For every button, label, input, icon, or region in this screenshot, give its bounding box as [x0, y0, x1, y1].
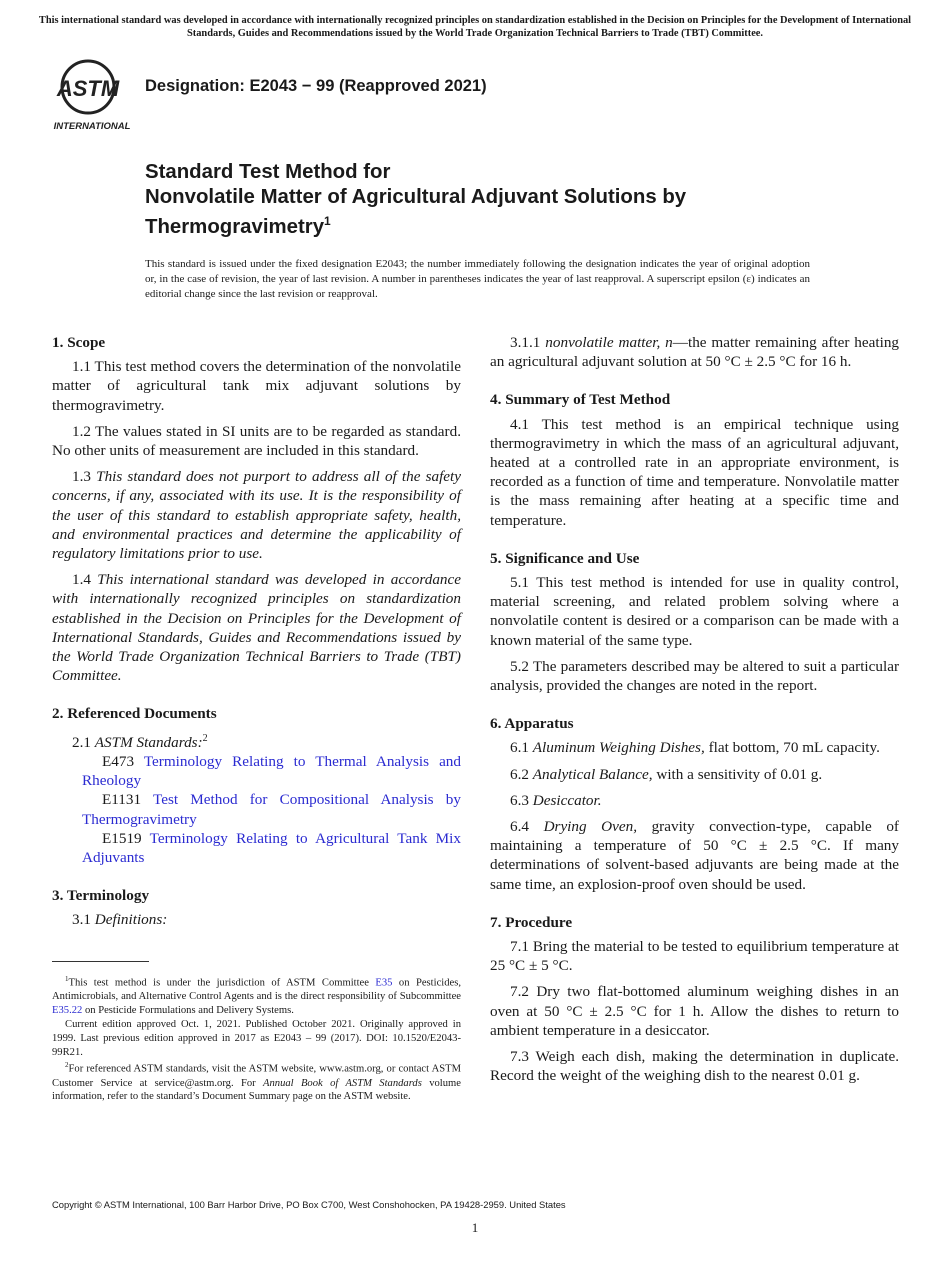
- para-1-3: 1.3 This standard does not purport to address all of the safety concerns, if any, associated with its use. It is the responsibility of the user of this standard to establish appropriate safety, health, and environmental practices and determine the applicability of regulatory limitations prior to use.: [52, 468, 462, 563]
- para-7-1: 7.1 Bring the material to be tested to equilibrium temperature at 25 °C ± 5 °C.: [490, 938, 899, 975]
- committee-e35-link[interactable]: E35: [375, 977, 393, 989]
- designation: Designation: E2043 − 99 (Reapproved 2021): [145, 77, 487, 95]
- left-column: [52, 333, 461, 930]
- ref-e1519[interactable]: E1519 Terminology Relating to Agricultural Tank Mix Adjuvants: [82, 829, 461, 866]
- title-footnote-mark: 1: [324, 214, 331, 228]
- para-5-2: 5.2 The parameters described may be altered to suit a particular analysis, provided the changes are noted in the report.: [490, 657, 899, 695]
- astm-logo: [50, 55, 140, 135]
- para-1-4: 1.4 This international standard was developed in accordance with internationally recognized principles on standardization established in the Decision on Principles for the Development of International Standards, Guides and Recommendations issued by the World Trade Organization Technical Barriers to Trade (TBT) Committee.: [52, 571, 462, 685]
- para-6-2: 6.2 Analytical Balance, with a sensitivity of 0.01 g.: [510, 765, 823, 783]
- para-6-1: 6.1 Aluminum Weighing Dishes, flat bottom, 70 mL capacity.: [510, 739, 880, 757]
- international-standard-notice: This international standard was developed in accordance with internationally recognized principles on standardization established in the Decision on Principles for the Development of International Standards, Guides and Recommendations issued by the World Trade Organization Technical Barriers to Trade (TBT) Committee.: [38, 15, 912, 39]
- footnote-1: $^1$This test method is under the jurisdiction of ASTM Committee E35 on Pesticides, Antimicrobials, and Alternative Control Agents and is the direct responsibility of Subcommittee E35.22 on Pesticide Formulations and Delivery Systems.: [52, 975, 461, 1017]
- issuance-statement: This standard is issued under the fixed designation E2043; the number immediately following the designation indicates the year of original adoption or, in the case of revision, the year of last revision. A number in parentheses indicates the year of last reapproval. A superscript epsilon (ε) indicates an editorial change since the last revision or reapproval.: [145, 258, 810, 301]
- section-5-heading: 5. Significance and Use: [490, 549, 640, 567]
- svg-text:INTERNATIONAL: INTERNATIONAL: [53, 121, 131, 132]
- section-4-heading: 4. Summary of Test Method: [490, 391, 671, 409]
- ref-e1131[interactable]: E1131 Test Method for Compositional Analysis by Thermogravimetry: [82, 791, 461, 828]
- para-3-1-1: 3.1.1 nonvolatile matter, n—the matter remaining after heating an agricultural adjuvant solution at 50 °C ± 2.5 °C for 16 h.: [490, 334, 900, 371]
- title-line-2: Nonvolatile Matter of Agricultural Adjuvant Solutions by: [145, 185, 687, 208]
- section-6-heading: 6. Apparatus: [490, 715, 574, 733]
- footnote-2: $^2$For referenced ASTM standards, visit the ASTM website, www.astm.org, or contact ASTM Customer Service at service@astm.org. For Annual Book of ASTM Standards volume information, refer to the standard’s Document Summary page on the ASTM website.: [52, 1061, 461, 1103]
- document-title: [145, 160, 845, 239]
- para-1-1: 1.1 This test method covers the determination of the nonvolatile matter of agricultural tank mix adjuvant solutions by thermogravimetry.: [52, 358, 461, 414]
- footnote-1-edition: Current edition approved Oct. 1, 2021. Published October 2021. Originally approved in 1999. Last previous edition approved in 2017 as E2043 – 99 (2017). DOI: 10.1520/E2043-99R21.: [52, 1018, 461, 1058]
- section-1-heading: 1. Scope: [52, 334, 106, 351]
- title-line-1: Standard Test Method for: [145, 161, 391, 183]
- section-3-heading: 3. Terminology: [52, 887, 150, 905]
- title-line-3: Thermogravimetry: [145, 215, 325, 238]
- para-1-2: 1.2 The values stated in SI units are to be regarded as standard. No other units of measurement are included in this standard.: [52, 422, 461, 460]
- footnotes: [52, 973, 461, 1104]
- right-column: [490, 333, 899, 1086]
- page-number: 1: [471, 1220, 479, 1235]
- subcommittee-e35-22-link[interactable]: E35.22: [52, 1005, 83, 1017]
- para-7-3: 7.3 Weigh each dish, making the determination in duplicate. Record the weight of the weighing dish to the nearest 0.01 g.: [490, 1048, 899, 1085]
- para-4-1: 4.1 This test method is an empirical technique using thermogravimetry in which the mass of an agricultural adjuvant, heated at a controlled rate in an appropriate environment, is recorded as a function of time and temperature. Nonvolatile matter is the mass remaining after heating at a specific time and temperature.: [490, 415, 899, 529]
- footnote-rule: [52, 961, 149, 962]
- ref-e473[interactable]: E473 Terminology Relating to Thermal Analysis and Rheology: [82, 752, 461, 790]
- para-6-4: 6.4 Drying Oven, gravity convection-type, capable of maintaining a temperature of 50 °C ± 2.5 °C. If many determinations of solvent-based adjuvants are being made at the same time, an explosion-proof oven should be used.: [490, 818, 899, 893]
- para-5-1: 5.1 This test method is intended for use in quality control, material screening, and related problem solving where a nonvolatile content is desired or a comparison can be made with a known material of the same type.: [490, 574, 899, 649]
- para-6-3: 6.3 Desiccator.: [510, 791, 602, 809]
- ref-e1131-link[interactable]: Test Method for Compositional Analysis by Thermogravimetry: [82, 791, 461, 828]
- para-3-1: 3.1 Definitions:: [72, 911, 168, 929]
- para-7-2: 7.2 Dry two flat-bottomed aluminum weighing dishes in an oven at 50 °C ± 2.5 °C for 1 h. Allow the dishes to return to ambient temperature in a desiccator.: [490, 983, 899, 1039]
- section-2-heading: 2. Referenced Documents: [52, 705, 217, 723]
- ref-e473-link[interactable]: Terminology Relating to Thermal Analysis and Rheology: [82, 752, 461, 790]
- para-2-1: 2.1 ASTM Standards:$^2$: [72, 732, 208, 751]
- svg-text:ASTM: ASTM: [56, 76, 120, 101]
- copyright-notice: Copyright © ASTM International, 100 Barr Harbor Drive, PO Box C700, West Conshohocken, PA 19428-2959. United States: [52, 1199, 566, 1210]
- section-7-heading: 7. Procedure: [490, 913, 573, 931]
- ref-e1519-link[interactable]: Terminology Relating to Agricultural Tank Mix Adjuvants: [82, 829, 461, 866]
